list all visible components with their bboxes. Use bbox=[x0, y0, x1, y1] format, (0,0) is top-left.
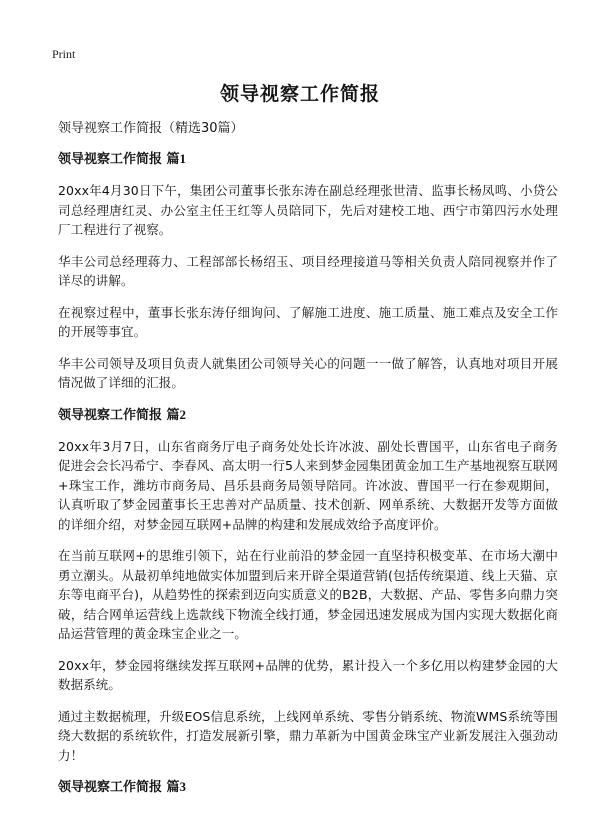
paragraph: 华丰公司总经理蒋力、工程部部长杨绍玉、项目经理接道马等相关负责人陪同视察并作了详尽的讲解。 bbox=[58, 253, 558, 288]
section-2 bbox=[58, 405, 558, 766]
print-link[interactable]: Print bbox=[52, 47, 76, 61]
document-subtitle: 领导视察工作简报（精选30篇） bbox=[58, 121, 244, 136]
paragraph: 在当前互联网+的思维引领下，站在行业前沿的梦金园一直坚持积极变革、在市场大潮中勇立潮头。从最初单纯地做实体加盟到后来开辟全渠道营销(包括传统渠道、线上天猫、京东等电商平台)，从趋势性的探索到迈向实质意义的B2B，大数据、产品、零售多向鼎力突破，结合网单运营线上选款线下物流全线打通，梦金园迅速发展成为国内实现大数据化商品运营管理的黄金珠宝企业之一。 bbox=[58, 548, 558, 641]
section-heading bbox=[58, 777, 558, 798]
section-heading-number: 篇3 bbox=[166, 779, 187, 794]
section-heading-text: 领导视察工作简报 bbox=[58, 407, 163, 423]
section-1 bbox=[58, 149, 558, 393]
section-heading-text: 领导视察工作简报 bbox=[58, 780, 163, 795]
section-heading bbox=[58, 149, 558, 170]
paragraph: 20xx年，梦金园将继续发挥互联网+品牌的优势，累计投入一个多亿用以构建梦金园的大数据系统。 bbox=[58, 657, 558, 692]
paragraph: 在视察过程中，董事长张东涛仔细询问、了解施工进度、施工质量、施工难点及安全工作的开展等事宜。 bbox=[58, 304, 558, 339]
section-heading-text: 领导视察工作简报 bbox=[58, 152, 163, 167]
paragraph: 20xx年3月7日，山东省商务厅电子商务处处长许冰波、副处长曹国平，山东省电子商务促进会会长冯希宁、李春风、高太明一行5人来到梦金园集团黄金加工生产基地视察互联网+珠宝工作，潍坊市商务局、昌乐县商务局领导陪同。许冰波、曹国平一行在参观期间，认真听取了梦金园董事长王忠善对产品质量、技术创新、网单系统、大数据开发等方面做的详细介绍，对梦金园互联网+品牌的构建和发展成效给予高度评价。 bbox=[58, 438, 558, 532]
document-body bbox=[58, 119, 558, 809]
paragraph: 20xx年4月30日下午，集团公司董事长张东涛在副总经理张世清、监事长杨凤鸣、小贷公司总经理唐红灵、办公室主任王红等人员陪同下，先后对建校工地、西宁市第四污水处理厂工程进行了视察。 bbox=[58, 183, 558, 237]
document-title: 领导视察工作简报 bbox=[219, 83, 380, 105]
section-heading-number: 篇1 bbox=[166, 151, 187, 166]
paragraph: 华丰公司领导及项目负责人就集团公司领导关心的问题一一做了解答，认真地对项目开展情况做了详细的汇报。 bbox=[58, 355, 558, 390]
paragraph: 通过主数据梳理，升级EOS信息系统，上线网单系统、零售分销系统、物流WMS系统等围绕大数据的系统软件，打造发展新引擎，鼎力革新为中国黄金珠宝产业新发展注入强劲动力！ bbox=[58, 708, 558, 763]
section-heading-number: 篇2 bbox=[166, 406, 187, 422]
section-heading bbox=[58, 405, 558, 426]
section-3 bbox=[58, 777, 558, 798]
